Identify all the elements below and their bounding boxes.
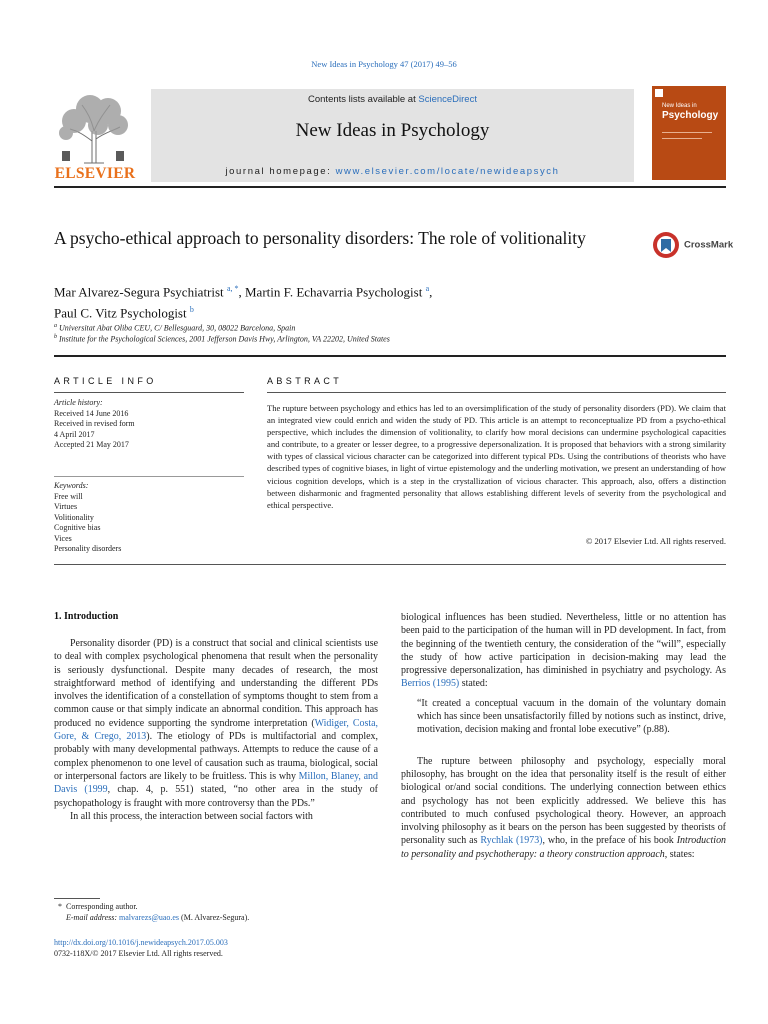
- elsevier-wordmark: ELSEVIER: [54, 165, 136, 182]
- cover-big-text: Psychology: [662, 110, 719, 121]
- paragraph: [401, 611, 726, 691]
- corresponding-text: Corresponding author.: [66, 902, 138, 911]
- contents-line: [151, 94, 634, 105]
- history-item: Accepted 21 May 2017: [54, 440, 129, 449]
- body-right-column: [401, 611, 726, 861]
- book-title: Introduction to personality and psychotherapy: a theory construction approach: [401, 835, 727, 860]
- history-item: Received in revised form: [54, 419, 135, 428]
- abstract-text: The rupture between psychology and ethics has led to an oversimplification of the study of personality disorders (PD). We claim that an integrated view could enrich and widen the study of PD. This article is an attempt to reconceptualize PD from a psycho-ethical perspective, which includes the dimension of volitionality, to clarify how moral decisions can undermine psychological capacities and contribute, to a greater or lesser degree, to a progressive depersonalization. It is proposed that behaviors with a strong similarity with types of classical vicious character can be categorized into different typical PDs. Using the contributions of theorists who have described types of cognitive biases, in light of virtue epistemology and the underling motivation, we present an understanding of how vicious cognition develops, which is a step in the crystallization of vicious character. This approach, also, offers a distinction between disharmonic and fragmented personality that allows establishing different levels of severity from the psychological and ethical perspective.: [267, 403, 726, 510]
- article-title: A psycho-ethical approach to personality disorders: The role of volitionality: [54, 228, 586, 248]
- crossmark-label: CrossMark: [684, 239, 734, 251]
- journal-name: New Ideas in Psychology: [295, 120, 490, 141]
- author-separator: ,: [238, 284, 245, 300]
- author-separator: ,: [429, 284, 433, 300]
- author-affil-mark[interactable]: a: [425, 284, 430, 293]
- info-rule: [54, 392, 244, 393]
- crossmark-badge[interactable]: [652, 230, 733, 260]
- history-item: 4 April 2017: [54, 429, 95, 439]
- history-label: Article history:: [54, 398, 103, 407]
- homepage-link[interactable]: www.elsevier.com/locate/newideapsych: [335, 166, 560, 177]
- article-history: [54, 398, 244, 451]
- email-note: [54, 912, 374, 923]
- abstract-bottom-rule: [54, 564, 726, 565]
- header-rule: [54, 186, 726, 188]
- history-item: Received 14 June 2016: [54, 408, 129, 418]
- affiliation-text: Institute for the Psychological Sciences, 2001 Jefferson Davis Hwy, Arlington, VA 22202, United States: [59, 334, 390, 344]
- paragraph: [54, 637, 378, 810]
- journal-cover-thumbnail[interactable]: [652, 86, 726, 180]
- email-label: E-mail address:: [66, 913, 120, 922]
- cover-logo-icon: [655, 89, 663, 97]
- text-run: , chap. 4, p. 551) stated, “no other area in the study of psychopathology is fraught with more controversy than the PDs.”: [54, 784, 378, 809]
- email-name: (M. Alvarez-Segura).: [179, 913, 250, 922]
- crossmark-icon: [652, 230, 680, 260]
- info-divider: [54, 476, 244, 477]
- cover-divider: [662, 132, 712, 133]
- homepage-prefix: journal homepage:: [225, 166, 336, 177]
- block-quote: “It created a conceptual vacuum in the domain of the voluntary domain which has since been unsatisfactorily filled by notions such as instinct, drive, motivation, decision making and frontal lobe executive” (p.88).: [417, 697, 726, 736]
- author-affil-mark[interactable]: a, *: [226, 284, 239, 293]
- author[interactable]: Paul C. Vitz Psychologist: [54, 305, 187, 321]
- keywords-block: [54, 481, 244, 555]
- affiliation-mark: b: [54, 334, 57, 340]
- cover-divider: [662, 138, 702, 139]
- keyword: Personality disorders: [54, 544, 122, 553]
- corresponding-note: * Corresponding author.: [54, 902, 138, 911]
- sciencedirect-link[interactable]: ScienceDirect: [418, 94, 477, 105]
- abstract-rule: [267, 392, 726, 393]
- authors-rule: [54, 355, 726, 357]
- text-run: stated:: [459, 678, 488, 690]
- affiliation-text: Universitat Abat Oliba CEU, C/ Bellesguard, 30, 08022 Barcelona, Spain: [59, 323, 296, 333]
- cover-small-text: New Ideas in: [662, 103, 697, 109]
- text-run: , states:: [664, 848, 695, 860]
- text-run: ). The etiology of PDs is multifactorial and complex, probably with many developmental pathways. Attempts to reduce the cause of a complex phenomenon to one level of causation such as trauma, biological, social or interpersonal factors are likely to be fruitless. This is why: [54, 731, 378, 782]
- issn-line: 0732-118X/© 2017 Elsevier Ltd. All rights reserved.: [54, 949, 223, 958]
- keywords-label: Keywords:: [54, 481, 89, 490]
- keyword: Vices: [54, 533, 72, 543]
- citation-link[interactable]: Millon, Blaney, and Davis (1999: [54, 770, 378, 796]
- citation-link[interactable]: Rychlak (1973): [480, 835, 543, 847]
- author[interactable]: Mar Alvarez-Segura Psychiatrist: [54, 284, 224, 300]
- affiliation: [54, 323, 654, 333]
- text-run: , who, in the preface of his book: [542, 835, 677, 847]
- citation-link[interactable]: Widiger, Costa, Gore, & Crego, 2013: [54, 717, 379, 743]
- affiliation-mark: a: [54, 323, 57, 329]
- contents-prefix: Contents lists available at: [308, 94, 419, 105]
- journal-homepage: [151, 166, 634, 177]
- footnote: [54, 901, 374, 923]
- paragraph: In all this process, the interaction between social factors with: [70, 810, 313, 822]
- author[interactable]: Martin F. Echavarria Psychologist: [245, 284, 423, 300]
- abstract-copyright: © 2017 Elsevier Ltd. All rights reserved.: [585, 536, 726, 546]
- keyword: Cognitive bias: [54, 523, 101, 532]
- journal-citation[interactable]: New Ideas in Psychology 47 (2017) 49–56: [311, 59, 457, 69]
- abstract-heading: ABSTRACT: [267, 376, 343, 386]
- keyword: Virtues: [54, 502, 78, 511]
- text-run: The rupture between philosophy and psychology, especially moral philosophy, has brought on the idea that personality itself is the result of either biological or/and social conditions. The underlying connection between ethics and psychology has not been explicitly addressed. We believe this has contributed to much confused psychological theory. However, an approach involving philosophy as it bears on the person has been suggested by theorists of personality such as: [401, 755, 726, 847]
- section-heading-introduction: 1. Introduction: [54, 611, 119, 622]
- text-run: biological influences has been studied. Nevertheless, little or no attention has been paid to the participation of the human will in PD development. In fact, from the beginning of the twentieth century, the consideration of the “will”, especially the study of how active participation in decision-making may lead the progressive depersonalization, has diminished in psychiatry and psychology. As: [401, 612, 726, 677]
- paragraph: [401, 755, 726, 861]
- author-list: [54, 280, 614, 323]
- footnote-rule: [54, 898, 100, 899]
- cover-title: [662, 103, 724, 121]
- doi-link[interactable]: http://dx.doi.org/10.1016/j.newideapsych.2017.05.003: [54, 938, 228, 947]
- body-left-column: [54, 637, 378, 823]
- keyword: Volitionality: [54, 512, 94, 522]
- text-run: Personality disorder (PD) is a construct that social and clinical scientists use to deal with complex psychological phenomena that result when the personality is seriously dysfunctional. Despite many decades of research, the most straightforward method of identifying and understanding the different PDs involves the identification of a constellation of symptoms thought to stem from a common cause or that simply indicate an abnormal condition. This approach has produced no evidence supporting the syndrome interpretation (: [54, 638, 378, 729]
- affiliation: [54, 334, 654, 344]
- email-link[interactable]: malvarezs@uao.es: [119, 913, 180, 922]
- doi-block: [54, 937, 374, 959]
- citation-link[interactable]: Berrios (1995): [401, 678, 460, 690]
- keyword: Free will: [54, 491, 83, 501]
- article-info-heading: ARTICLE INFO: [54, 376, 157, 386]
- author-affil-mark[interactable]: b: [189, 305, 194, 315]
